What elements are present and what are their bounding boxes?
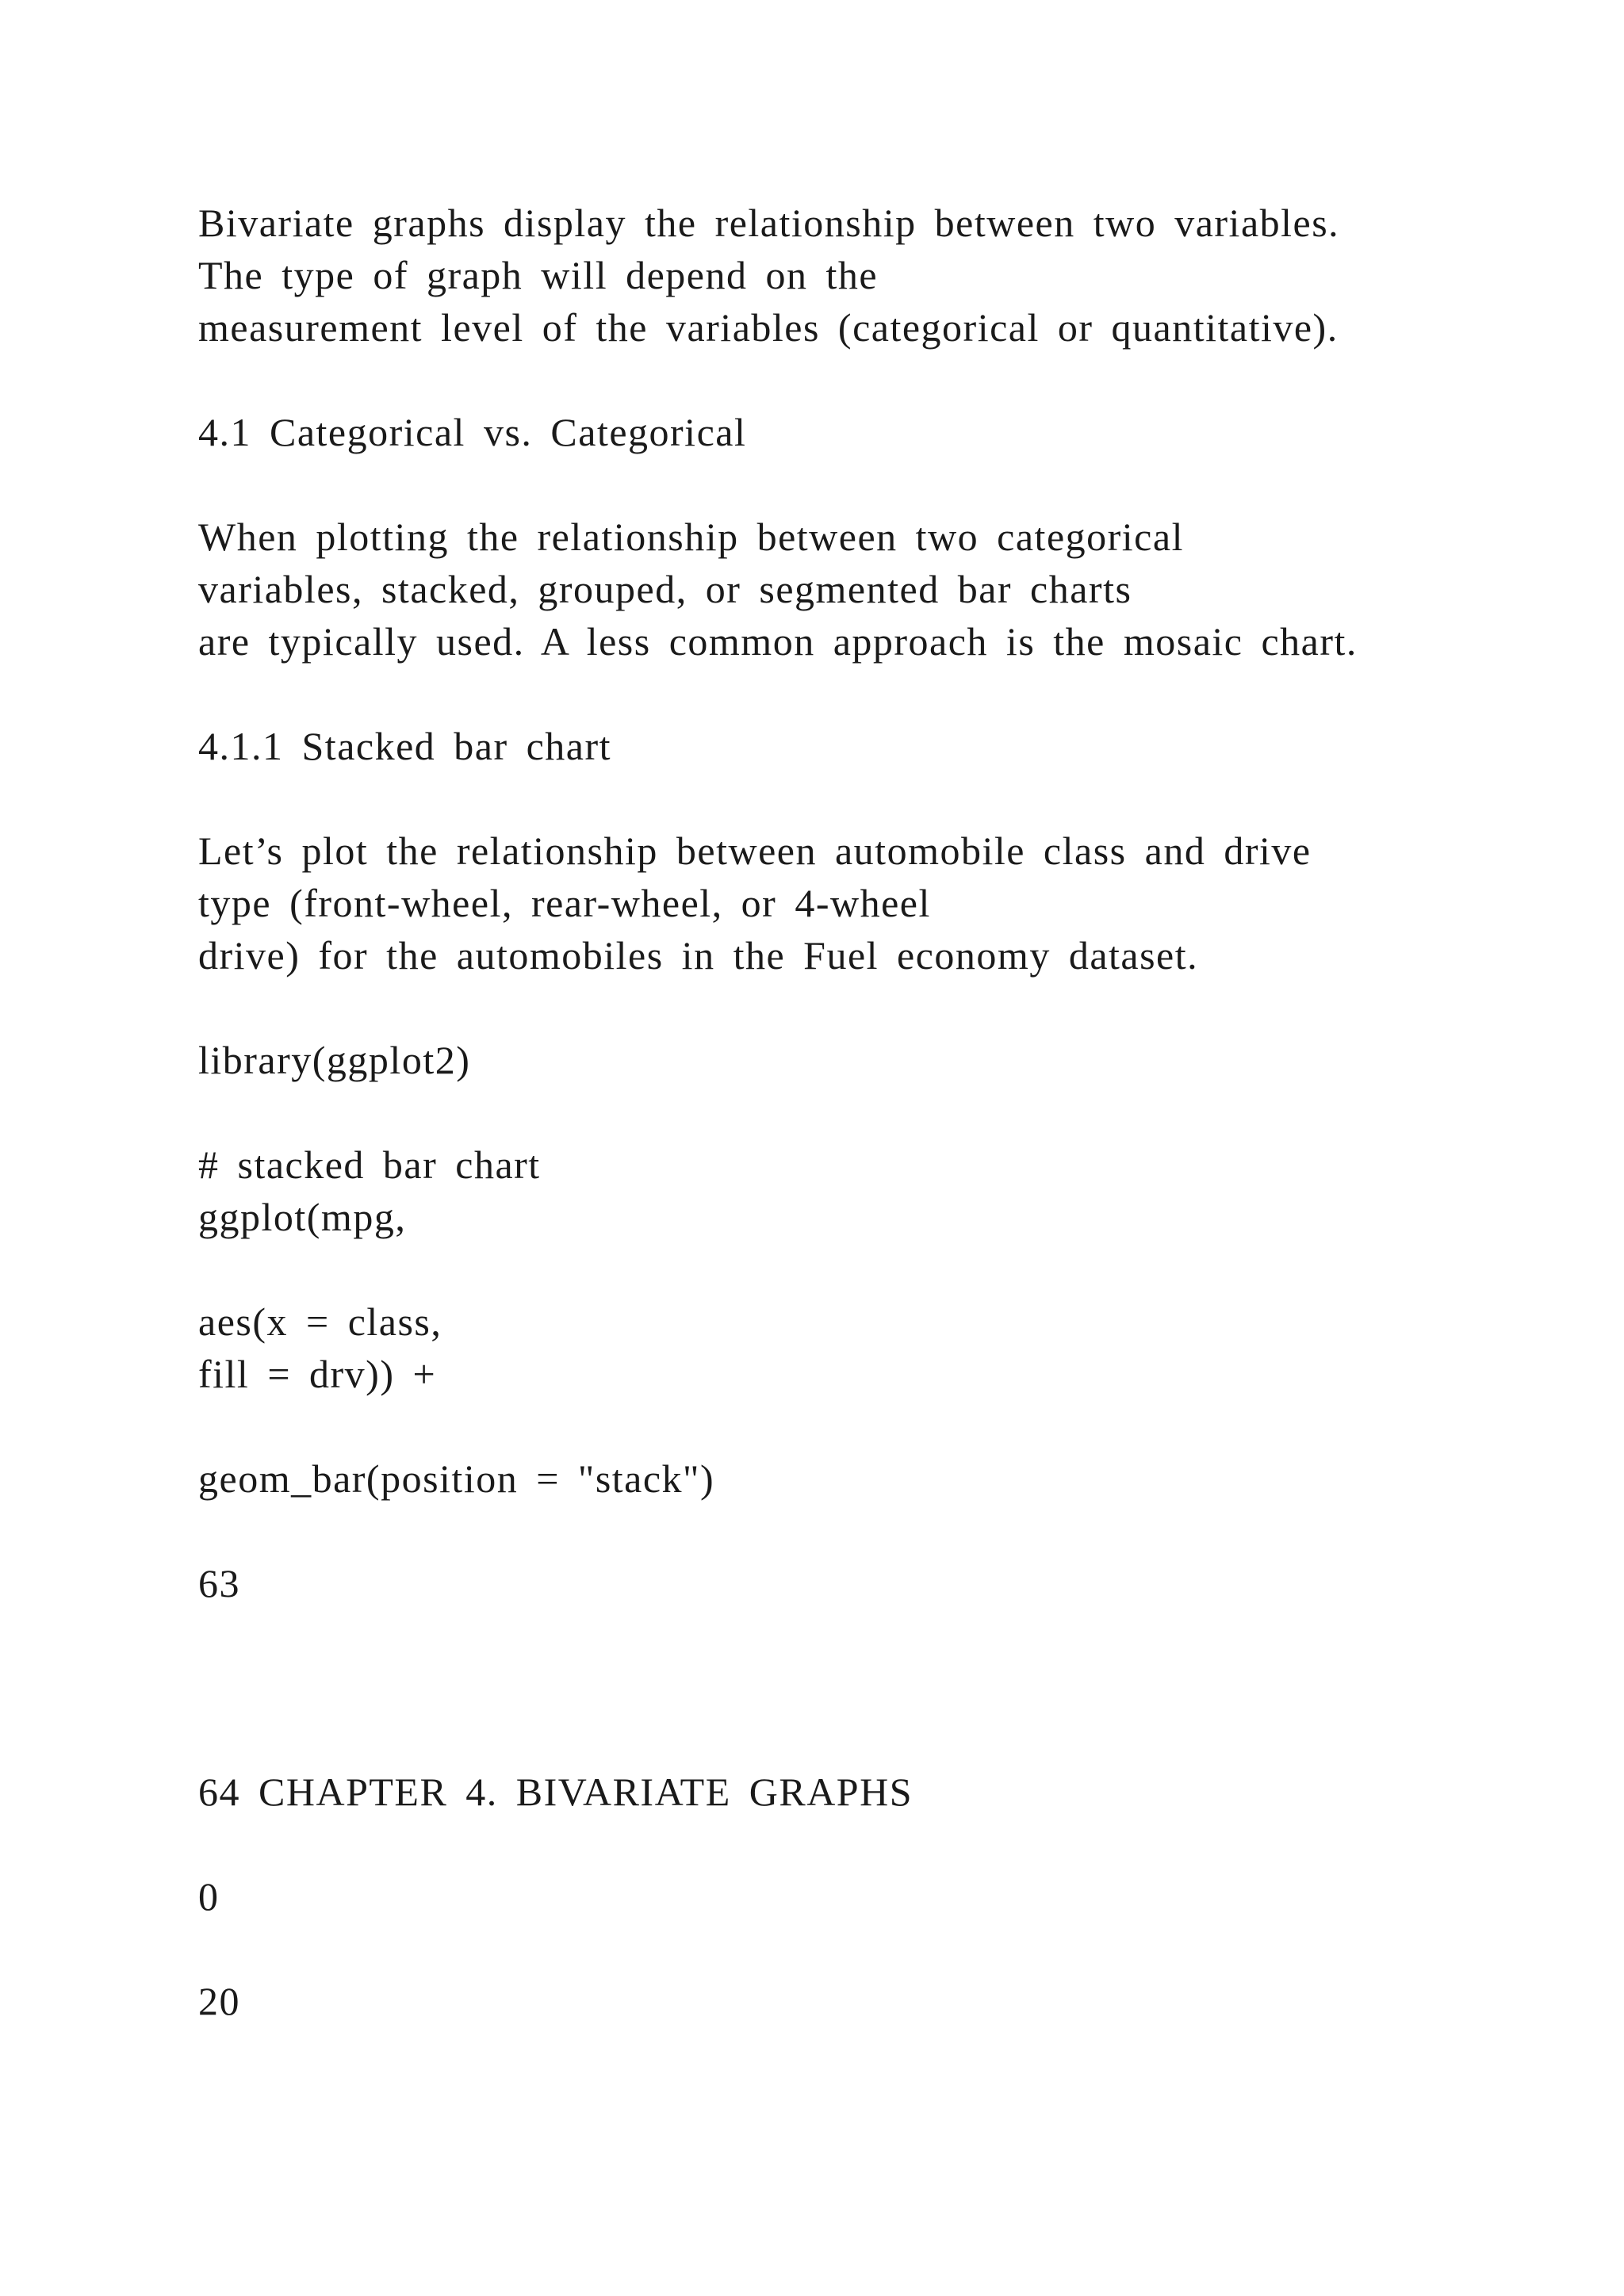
axis-tick-0: 0 <box>198 1874 220 1919</box>
document-content <box>198 197 1594 2080</box>
running-header: 64 CHAPTER 4. BIVARIATE GRAPHS <box>198 1770 914 1814</box>
code-ggplot <box>198 1138 1594 1243</box>
section-heading-4-1-text: 4.1 Categorical vs. Categorical <box>198 410 747 454</box>
axis-tick-20-block <box>198 1975 1594 2027</box>
page-number-block <box>198 1557 1594 1609</box>
intro-line-3: measurement level of the variables (categorical or quantitative). <box>198 305 1339 350</box>
intro-line-1: Bivariate graphs display the relationship between two variables. <box>198 201 1340 245</box>
code-library <box>198 1034 1594 1086</box>
code-ggplot-line: ggplot(mpg, <box>198 1195 407 1239</box>
axis-tick-0-block <box>198 1870 1594 1923</box>
section-4-1-paragraph <box>198 511 1594 668</box>
code-comment-line: # stacked bar chart <box>198 1142 541 1187</box>
code-geom <box>198 1452 1594 1505</box>
intro-paragraph <box>198 197 1594 354</box>
code-aes-line-1: aes(x = class, <box>198 1299 442 1344</box>
section-heading-4-1-1-text: 4.1.1 Stacked bar chart <box>198 724 612 768</box>
code-library-line: library(ggplot2) <box>198 1038 471 1082</box>
running-header-block <box>198 1766 1594 1818</box>
section-4-1-1-line-3: drive) for the automobiles in the Fuel economy dataset. <box>198 933 1199 978</box>
section-4-1-1-line-2: type (front-wheel, rear-wheel, or 4-wheel <box>198 881 931 925</box>
page-number: 63 <box>198 1561 240 1605</box>
section-4-1-line-3: are typically used. A less common approach is the mosaic chart. <box>198 619 1358 664</box>
code-geom-line: geom_bar(position = "stack") <box>198 1456 715 1501</box>
section-4-1-line-2: variables, stacked, grouped, or segmented bar charts <box>198 567 1132 611</box>
code-aes <box>198 1295 1594 1400</box>
section-4-1-line-1: When plotting the relationship between two categorical <box>198 515 1184 559</box>
axis-tick-20: 20 <box>198 1979 240 2023</box>
section-4-1-1-paragraph <box>198 825 1594 982</box>
section-4-1-1-line-1: Let’s plot the relationship between automobile class and drive <box>198 828 1312 873</box>
intro-line-2: The type of graph will depend on the <box>198 253 879 297</box>
code-aes-line-2: fill = drv)) + <box>198 1352 437 1396</box>
section-heading-4-1-1 <box>198 720 1594 772</box>
section-heading-4-1 <box>198 406 1594 458</box>
